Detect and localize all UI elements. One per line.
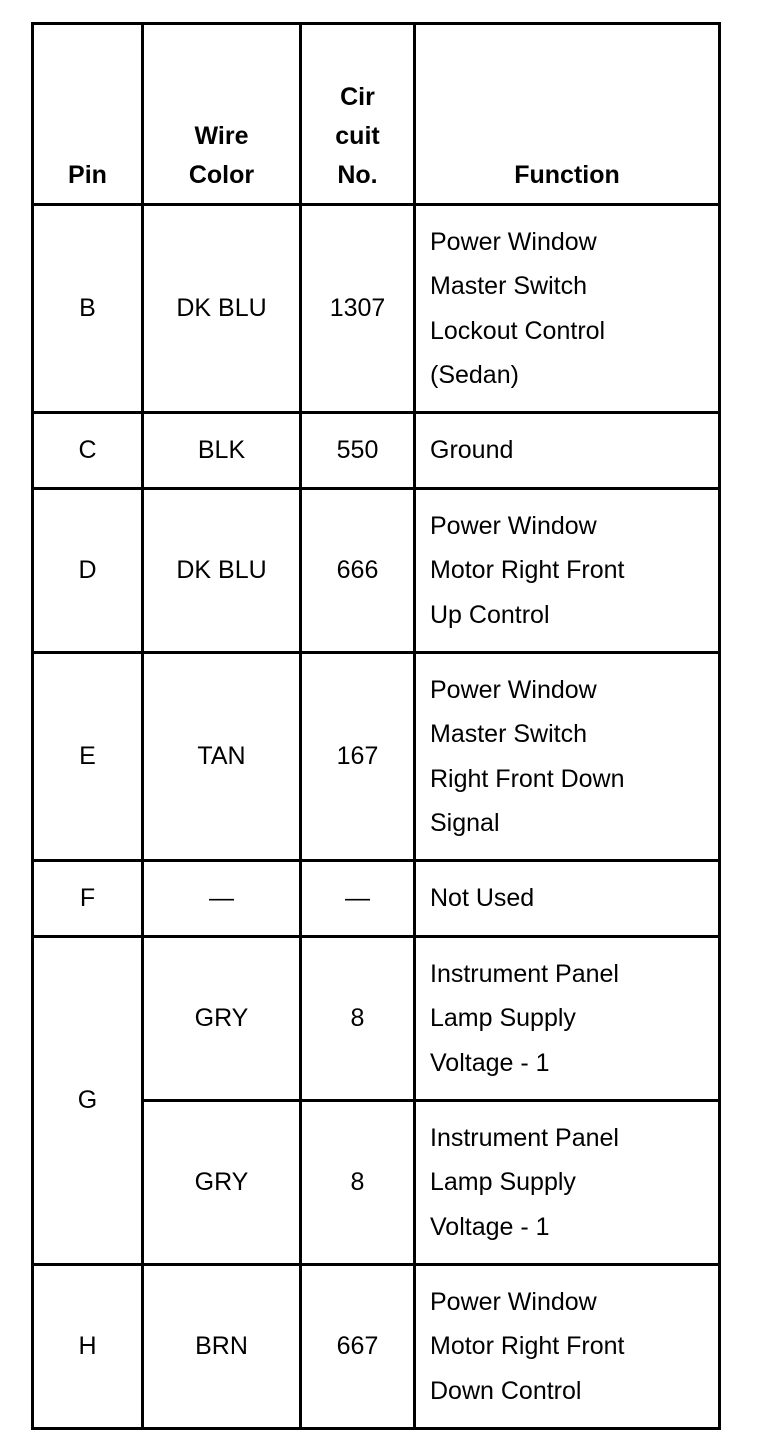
table-row [33,937,720,1101]
function-cell [415,489,720,653]
function-line: Lamp Supply [430,1168,576,1197]
circuit-cell: 8 [301,937,415,1101]
wire-color-cell: BLK [143,413,301,489]
function-line: Up Control [430,600,550,629]
function-line: Lockout Control [430,316,606,345]
function-cell [415,205,720,413]
wire-color-cell: GRY [143,1101,301,1265]
function-line: Not Used [430,884,535,913]
circuit-cell: 167 [301,653,415,861]
circuit-cell: 666 [301,489,415,653]
table-row [33,1265,720,1429]
function-cell [415,861,720,937]
table-row [33,413,720,489]
function-line: Master Switch [430,272,587,300]
circuit-cell: — [301,861,415,937]
pin-cell: H [33,1265,143,1429]
function-line: Down Control [430,1376,582,1405]
header-function-line: Function [514,161,620,189]
function-line: Motor Right Front [430,556,625,585]
function-cell [415,1101,720,1265]
function-line: Instrument Panel [430,1123,619,1152]
function-line: Lamp Supply [430,1004,576,1033]
wire-color-cell: DK BLU [143,205,301,413]
function-line: Power Window [430,1287,597,1316]
table-row [33,653,720,861]
function-cell [415,653,720,861]
function-line: Motor Right Front [430,1332,625,1361]
header-circuit-line: No. [337,161,378,189]
circuit-cell: 8 [301,1101,415,1265]
pin-cell: F [33,861,143,937]
function-cell [415,1265,720,1429]
pin-cell: E [33,653,143,861]
pin-cell: G [33,937,143,1265]
header-function [415,24,720,205]
wire-color-cell: TAN [143,653,301,861]
function-line: (Sedan) [430,361,519,389]
connector-pinout-table [31,22,721,1430]
circuit-cell: 550 [301,413,415,489]
wire-color-cell: DK BLU [143,489,301,653]
wire-color-cell: BRN [143,1265,301,1429]
header-pin [33,24,143,205]
function-line: Ground [430,436,514,465]
function-line: Right Front Down [430,764,625,793]
function-cell [415,937,720,1101]
table-row [33,861,720,937]
header-wire-color-line: Wire [194,122,249,150]
wire-color-cell: — [143,861,301,937]
function-line: Power Window [430,227,597,256]
function-line: Voltage - 1 [430,1212,550,1241]
function-line: Master Switch [430,720,587,748]
header-wire-color-line: Color [188,161,255,189]
function-line: Power Window [430,511,597,540]
header-wire-color [143,24,301,205]
function-cell [415,413,720,489]
header-circuit-line: cuit [335,122,380,150]
function-line: Instrument Panel [430,959,619,988]
circuit-cell: 1307 [301,205,415,413]
table-header-row [33,24,720,205]
pin-cell: C [33,413,143,489]
table-row [33,489,720,653]
function-line: Voltage - 1 [430,1048,550,1077]
pin-cell: D [33,489,143,653]
circuit-cell: 667 [301,1265,415,1429]
header-pin-line: Pin [68,161,107,189]
function-line: Signal [430,809,500,837]
header-circuit-no [301,24,415,205]
table-row [33,205,720,413]
header-circuit-line: Cir [340,83,375,111]
wire-color-cell: GRY [143,937,301,1101]
function-line: Power Window [430,675,597,704]
pin-cell: B [33,205,143,413]
